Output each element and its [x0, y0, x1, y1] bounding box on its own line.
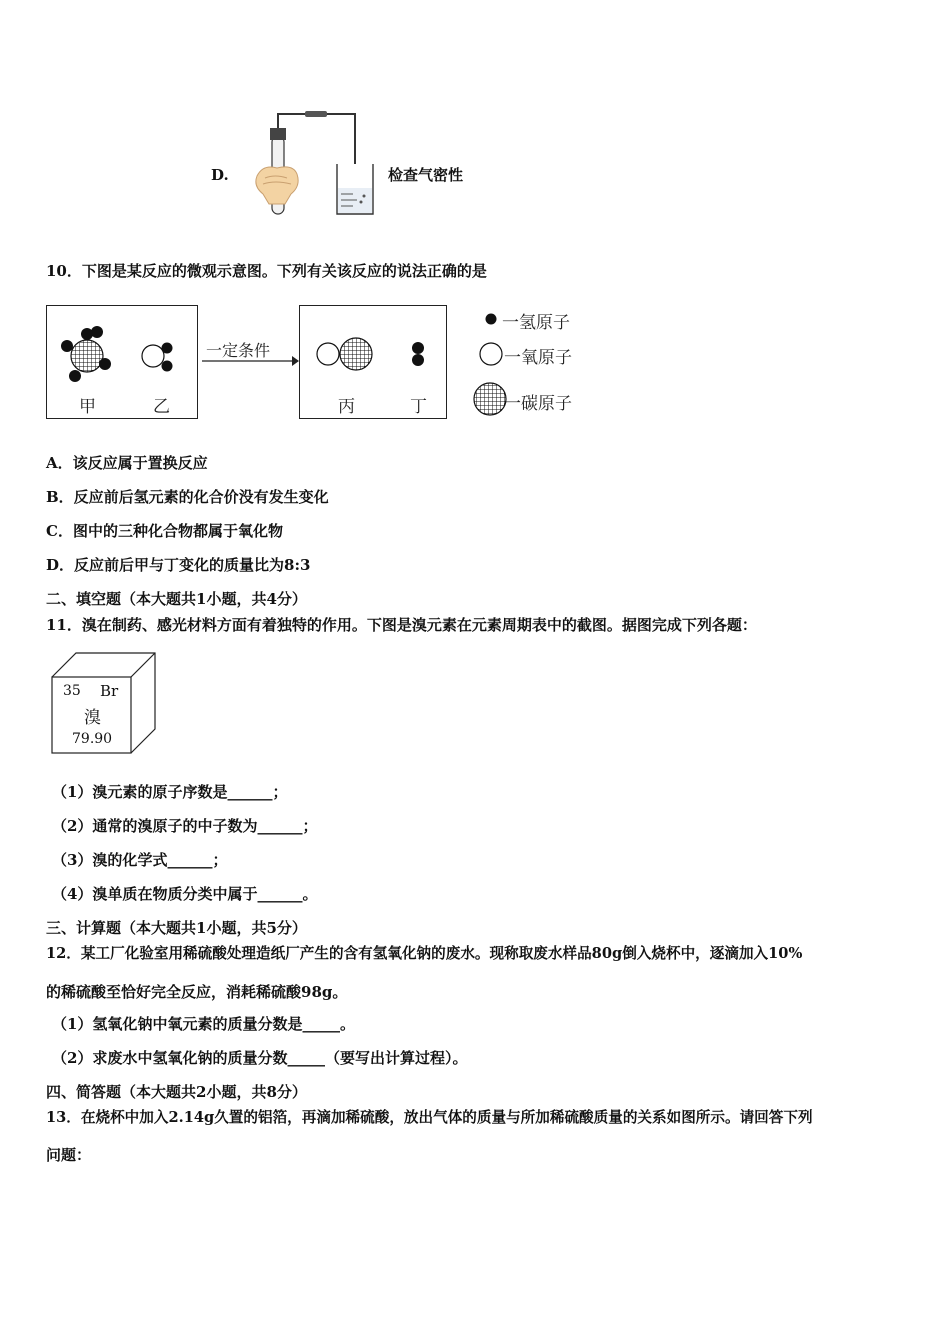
label-bing: 丙 — [338, 397, 355, 417]
legend-oxygen: 一氧原子 — [504, 348, 572, 368]
option-d-label: D. — [211, 166, 229, 184]
element-symbol: Br — [100, 682, 119, 700]
legend-carbon-icon — [472, 381, 508, 417]
option-d-text: 检查气密性 — [388, 166, 464, 184]
q11-item-2: （2）通常的溴原子的中子数为______； — [52, 817, 318, 835]
element-name: 溴 — [84, 708, 101, 728]
element-number: 35 — [63, 683, 81, 699]
reaction-condition: 一定条件 — [206, 341, 271, 360]
reactant-molecules — [47, 306, 197, 418]
question-12-stem-line1: 12．某工厂化验室用稀硫酸处理造纸厂产生的含有氢氧化钠的废水。现称取废水样品80g倒入烧杯中，逐滴加入10% — [46, 945, 803, 962]
airtightness-apparatus-figure — [245, 108, 385, 220]
question-13-stem-line1: 13．在烧杯中加入2.14g久置的铝箔，再滴加稀硫酸，放出气体的质量与所加稀硫酸质量的关系如图所示。请回答下列 — [46, 1109, 813, 1126]
section-3-title: 三、计算题（本大题共1小题，共5分） — [46, 919, 307, 937]
reactants-box — [46, 305, 198, 419]
legend-carbon: 一碳原子 — [504, 394, 572, 414]
q10-option-d: D．反应前后甲与丁变化的质量比为8:3 — [46, 556, 311, 574]
question-12-stem-line2: 的稀硫酸至恰好完全反应，消耗稀硫酸98g。 — [46, 983, 348, 1001]
q10-option-b: B．反应前后氢元素的化合价没有发生变化 — [46, 488, 329, 506]
section-4-title: 四、简答题（本大题共2小题，共8分） — [46, 1083, 307, 1101]
products-box — [299, 305, 447, 419]
label-jia: 甲 — [79, 397, 96, 417]
label-yi: 乙 — [153, 397, 170, 417]
q11-item-3: （3）溴的化学式______； — [52, 851, 228, 869]
legend-hydrogen-icon — [483, 311, 499, 327]
reaction-arrow — [200, 355, 300, 367]
question-10-stem: 10．下图是某反应的微观示意图。下列有关该反应的说法正确的是 — [46, 262, 487, 280]
q12-item-1: （1）氢氧化钠中氧元素的质量分数是_____。 — [52, 1015, 355, 1033]
element-mass: 79.90 — [72, 731, 113, 747]
q11-item-1: （1）溴元素的原子序数是______； — [52, 783, 288, 801]
bromine-element-cell — [50, 651, 158, 755]
section-2-title: 二、填空题（本大题共1小题，共4分） — [46, 590, 307, 608]
q10-option-a: A．该反应属于置换反应 — [46, 454, 208, 472]
q11-item-4: （4）溴单质在物质分类中属于______。 — [52, 885, 318, 903]
legend-oxygen-icon — [478, 341, 504, 367]
q12-item-2: （2）求废水中氢氧化钠的质量分数_____（要写出计算过程）。 — [52, 1049, 468, 1067]
legend-hydrogen: 一氢原子 — [502, 313, 570, 333]
question-11-stem: 11．溴在制药、感光材料方面有着独特的作用。下图是溴元素在元素周期表中的截图。据图完成下列各题： — [46, 616, 757, 634]
label-ding: 丁 — [410, 397, 427, 417]
q10-option-c: C．图中的三种化合物都属于氧化物 — [46, 522, 283, 540]
question-13-stem-line2: 问题： — [46, 1146, 92, 1164]
reaction-diagram — [46, 305, 586, 421]
